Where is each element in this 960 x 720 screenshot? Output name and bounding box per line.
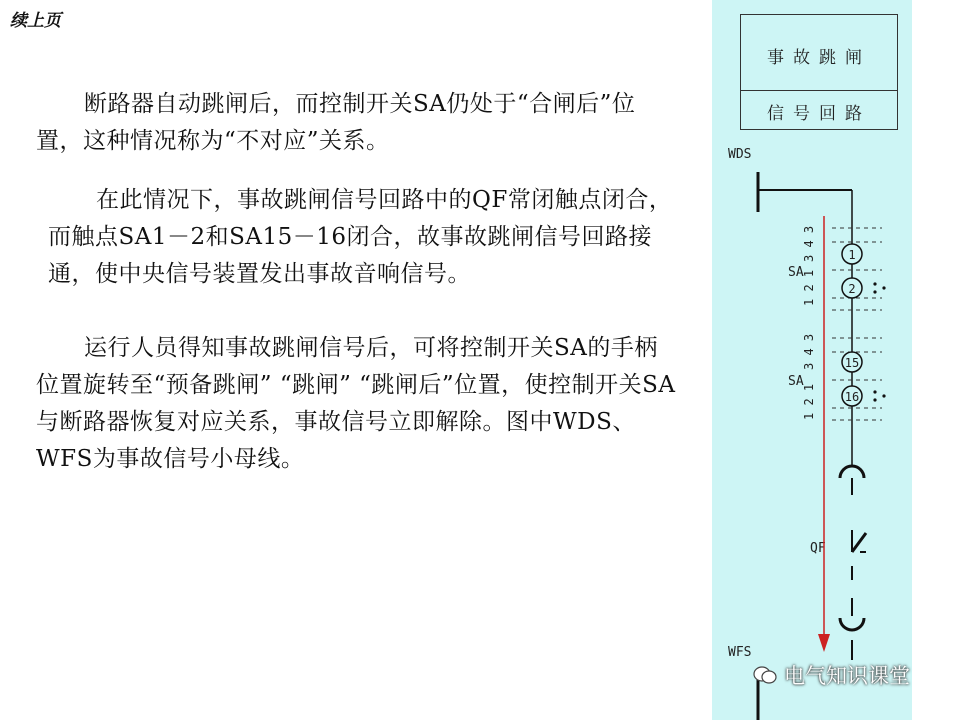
- switch-label-sa-1: SA: [788, 265, 804, 280]
- circuit-diagram: [712, 0, 912, 720]
- position-code-b: 1 2 1: [802, 269, 816, 306]
- paragraph-2: 在此情况下，事故跳闸信号回路中的QF常闭触点闭合，而触点SA1－2和SA15－16闭合，故事故跳闸信号回路接通，使中央信号装置发出事故音响信号。: [48, 187, 673, 287]
- bushing-lower-symbol: [840, 618, 864, 630]
- contact-16: [842, 386, 862, 406]
- paragraph-1: 断路器自动跳闸后，而控制开关SA仍处于“合闸后”位置，这种情况称为“不对应”关系。: [36, 91, 636, 154]
- switch-label-sa-2: SA: [788, 374, 804, 389]
- arrow-head: [818, 634, 830, 652]
- svg-text:15: 15: [844, 356, 860, 370]
- continued-label: 续上页: [10, 11, 61, 31]
- contact-15: [842, 352, 862, 372]
- position-dots: [873, 282, 885, 401]
- position-code-c: 3 4 3: [802, 333, 816, 370]
- breaker-label-qf: QF: [810, 541, 826, 556]
- diagram-title-bottom: 信号回路: [767, 104, 871, 124]
- qf-breaker-contact: [852, 533, 866, 552]
- contact-2: [842, 278, 862, 298]
- bushing-upper-symbol: [840, 466, 864, 478]
- bus-wfs-label: WFS: [728, 645, 752, 660]
- watermark-text: 电气知识课堂: [784, 664, 910, 688]
- position-code-d: 1 2 1: [802, 383, 816, 420]
- svg-text:16: 16: [844, 390, 860, 404]
- paragraph-3: 运行人员得知事故跳闸信号后，可将控制开关SA的手柄位置旋转至“预备跳闸” “跳闸” “跳闸后”位置，使控制开关SA与断路器恢复对应关系，事故信号立即解除。图中WDS、WFS为事故信号小母线。: [36, 335, 676, 472]
- position-code-a: 3 4 3: [802, 225, 816, 262]
- bus-wds-label: WDS: [728, 147, 752, 162]
- diagram-title-top: 事故跳闸: [767, 48, 871, 68]
- watermark: [752, 660, 910, 690]
- contact-1: [842, 244, 862, 264]
- svg-text:2: 2: [848, 282, 856, 296]
- svg-text:1: 1: [848, 248, 856, 262]
- wechat-icon: [752, 665, 778, 685]
